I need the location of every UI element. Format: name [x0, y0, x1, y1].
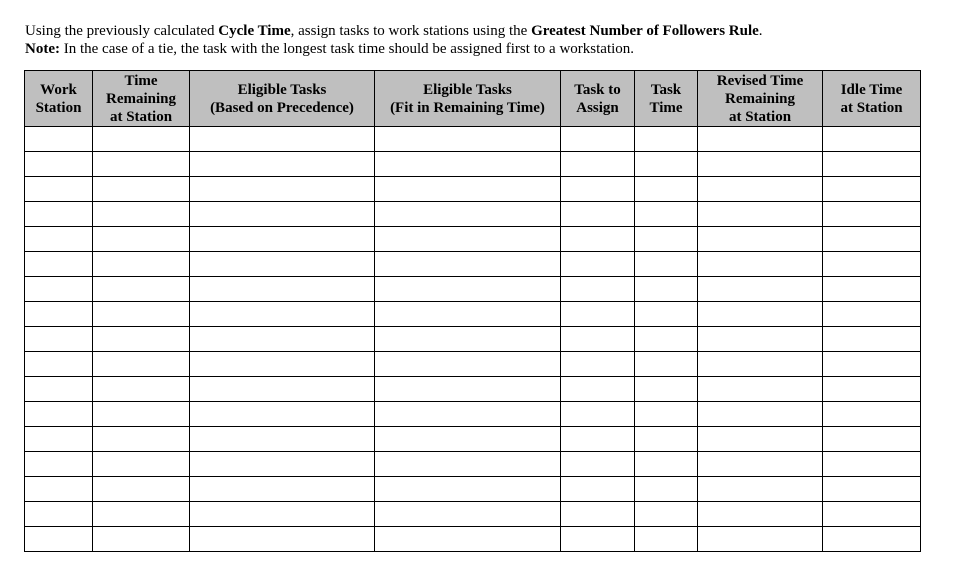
- table-cell: [635, 452, 698, 477]
- table-cell: [93, 302, 190, 327]
- table-cell: [25, 277, 93, 302]
- table-row: [25, 352, 921, 377]
- table-cell: [635, 127, 698, 152]
- table-cell: [698, 302, 823, 327]
- header-text-line: Assign: [576, 99, 619, 116]
- note-text: In the case of a tie, the task with the longest task time should be assigned first to a workstation.: [59, 41, 635, 57]
- table-cell: [561, 427, 635, 452]
- table-cell: [375, 252, 561, 277]
- table-cell: [93, 502, 190, 527]
- table-cell: [190, 477, 375, 502]
- table-cell: [823, 402, 921, 427]
- table-cell: [635, 227, 698, 252]
- table-cell: [823, 377, 921, 402]
- table-cell: [823, 252, 921, 277]
- table-cell: [25, 202, 93, 227]
- instruction-line: [25, 22, 925, 40]
- table-cell: [93, 177, 190, 202]
- header-text-line: at Station: [109, 108, 173, 125]
- table-cell: [823, 127, 921, 152]
- table-cell: [823, 202, 921, 227]
- table-cell: [635, 152, 698, 177]
- table-cell: [698, 427, 823, 452]
- table-cell: [823, 152, 921, 177]
- table-cell: [25, 327, 93, 352]
- table-cell: [635, 427, 698, 452]
- header-task-time: [635, 71, 698, 127]
- table-cell: [698, 327, 823, 352]
- header-text-line: at Station: [840, 99, 903, 116]
- header-text-line: Idle Time: [840, 81, 903, 98]
- table-cell: [190, 377, 375, 402]
- table-cell: [635, 527, 698, 552]
- table-cell: [25, 402, 93, 427]
- table-cell: [375, 302, 561, 327]
- table-cell: [375, 177, 561, 202]
- table-row: [25, 227, 921, 252]
- table-cell: [190, 327, 375, 352]
- table-cell: [25, 302, 93, 327]
- table-cell: [823, 352, 921, 377]
- table-cell: [375, 427, 561, 452]
- header-text-line: Eligible Tasks: [237, 81, 327, 98]
- table-cell: [375, 327, 561, 352]
- header-text-line: (Fit in Remaining Time): [390, 99, 545, 116]
- table-cell: [375, 527, 561, 552]
- table-cell: [698, 477, 823, 502]
- table-cell: [698, 202, 823, 227]
- table-cell: [698, 402, 823, 427]
- cycle-time-term: Cycle Time: [218, 23, 291, 39]
- table-row: [25, 327, 921, 352]
- table-row: [25, 202, 921, 227]
- header-text-line: (Based on Precedence): [210, 99, 354, 116]
- table-row: [25, 477, 921, 502]
- table-cell: [561, 352, 635, 377]
- table-cell: [375, 352, 561, 377]
- table-cell: [561, 277, 635, 302]
- header-text-line: Station: [35, 99, 82, 116]
- table-row: [25, 277, 921, 302]
- instructions-block: [25, 22, 925, 58]
- table-row: [25, 452, 921, 477]
- table-cell: [93, 202, 190, 227]
- table-cell: [190, 427, 375, 452]
- table-cell: [823, 327, 921, 352]
- table-cell: [823, 427, 921, 452]
- header-text-line: Remaining: [724, 90, 795, 107]
- table-cell: [561, 477, 635, 502]
- table-cell: [561, 452, 635, 477]
- table-cell: [93, 452, 190, 477]
- table-cell: [823, 177, 921, 202]
- header-eligible-precedence: [190, 71, 375, 127]
- header-text-line: Work: [40, 81, 77, 98]
- header-eligible-fit: [375, 71, 561, 127]
- table-cell: [823, 452, 921, 477]
- table-cell: [190, 302, 375, 327]
- table-row: [25, 427, 921, 452]
- table-cell: [698, 227, 823, 252]
- table-cell: [93, 402, 190, 427]
- table-cell: [375, 202, 561, 227]
- instruction-text: Using the previously calculated: [25, 23, 219, 39]
- table-cell: [375, 477, 561, 502]
- table-cell: [190, 177, 375, 202]
- table-row: [25, 302, 921, 327]
- header-work-station: [25, 71, 93, 127]
- table-cell: [25, 527, 93, 552]
- table-cell: [375, 227, 561, 252]
- table-cell: [561, 152, 635, 177]
- table-cell: [698, 527, 823, 552]
- instruction-text: .: [758, 23, 763, 39]
- header-text-line: Remaining: [105, 90, 176, 107]
- table-cell: [375, 152, 561, 177]
- table-cell: [698, 252, 823, 277]
- table-cell: [635, 477, 698, 502]
- table-cell: [25, 377, 93, 402]
- table-cell: [698, 452, 823, 477]
- header-time-remaining: [93, 71, 190, 127]
- table-cell: [25, 427, 93, 452]
- table-cell: [93, 252, 190, 277]
- table-cell: [190, 127, 375, 152]
- note-label: Note:: [25, 41, 60, 57]
- table-cell: [635, 302, 698, 327]
- table-cell: [823, 477, 921, 502]
- table-cell: [190, 227, 375, 252]
- table-cell: [561, 377, 635, 402]
- header-text-line: Revised Time: [716, 72, 804, 89]
- rule-name: Greatest Number of Followers Rule: [531, 23, 759, 39]
- table-cell: [561, 327, 635, 352]
- table-cell: [698, 377, 823, 402]
- table-cell: [25, 477, 93, 502]
- table-cell: [190, 502, 375, 527]
- table-cell: [635, 352, 698, 377]
- header-text-line: Eligible Tasks: [423, 81, 512, 98]
- table-cell: [561, 177, 635, 202]
- table-cell: [698, 127, 823, 152]
- header-text-line: Task: [650, 81, 682, 98]
- table-cell: [190, 452, 375, 477]
- table-cell: [93, 427, 190, 452]
- table-cell: [561, 227, 635, 252]
- table-cell: [561, 252, 635, 277]
- table-row: [25, 152, 921, 177]
- table-cell: [561, 527, 635, 552]
- table-cell: [635, 277, 698, 302]
- table-cell: [190, 352, 375, 377]
- table-cell: [635, 402, 698, 427]
- table-cell: [190, 402, 375, 427]
- table-cell: [635, 327, 698, 352]
- table-cell: [190, 527, 375, 552]
- table-cell: [375, 277, 561, 302]
- table-cell: [561, 202, 635, 227]
- table-cell: [561, 302, 635, 327]
- table-cell: [25, 352, 93, 377]
- table-row: [25, 402, 921, 427]
- table-cell: [93, 127, 190, 152]
- table-cell: [375, 377, 561, 402]
- table-row: [25, 252, 921, 277]
- instruction-text: , assign tasks to work stations using the: [290, 23, 532, 39]
- header-task-to-assign: [561, 71, 635, 127]
- table-cell: [698, 502, 823, 527]
- table-row: [25, 377, 921, 402]
- table-cell: [25, 177, 93, 202]
- table-cell: [635, 502, 698, 527]
- table-cell: [375, 502, 561, 527]
- table-cell: [25, 452, 93, 477]
- table-cell: [698, 277, 823, 302]
- table-cell: [561, 127, 635, 152]
- table-cell: [635, 252, 698, 277]
- table-cell: [375, 402, 561, 427]
- table-cell: [25, 227, 93, 252]
- table-cell: [698, 177, 823, 202]
- table-cell: [93, 277, 190, 302]
- table-cell: [190, 277, 375, 302]
- table-cell: [25, 127, 93, 152]
- table-cell: [93, 477, 190, 502]
- table-row: [25, 527, 921, 552]
- table-cell: [635, 377, 698, 402]
- table-cell: [93, 377, 190, 402]
- table-cell: [93, 352, 190, 377]
- table-cell: [375, 127, 561, 152]
- table-cell: [823, 527, 921, 552]
- header-idle-time: [823, 71, 921, 127]
- header-revised-time: [698, 71, 823, 127]
- table-cell: [375, 452, 561, 477]
- table-cell: [25, 152, 93, 177]
- table-body: [25, 127, 921, 552]
- table-cell: [635, 202, 698, 227]
- table-row: [25, 177, 921, 202]
- table-cell: [25, 252, 93, 277]
- table-cell: [93, 227, 190, 252]
- table-cell: [823, 277, 921, 302]
- table-cell: [93, 527, 190, 552]
- table-cell: [561, 502, 635, 527]
- table-cell: [93, 327, 190, 352]
- header-text-line: Time: [124, 72, 158, 89]
- table-cell: [698, 352, 823, 377]
- table-cell: [190, 202, 375, 227]
- table-cell: [823, 502, 921, 527]
- table-cell: [25, 502, 93, 527]
- line-balancing-table: [24, 70, 921, 552]
- table-cell: [635, 177, 698, 202]
- table-cell: [93, 152, 190, 177]
- table-cell: [190, 152, 375, 177]
- table-header-row: [25, 71, 921, 127]
- table-cell: [190, 252, 375, 277]
- table-cell: [561, 402, 635, 427]
- header-text-line: Time: [649, 99, 683, 116]
- header-text-line: at Station: [728, 108, 792, 125]
- note-line: [25, 40, 925, 58]
- table-cell: [823, 227, 921, 252]
- header-text-line: Task to: [574, 81, 621, 98]
- table-row: [25, 502, 921, 527]
- table-cell: [698, 152, 823, 177]
- table-row: [25, 127, 921, 152]
- table-cell: [823, 302, 921, 327]
